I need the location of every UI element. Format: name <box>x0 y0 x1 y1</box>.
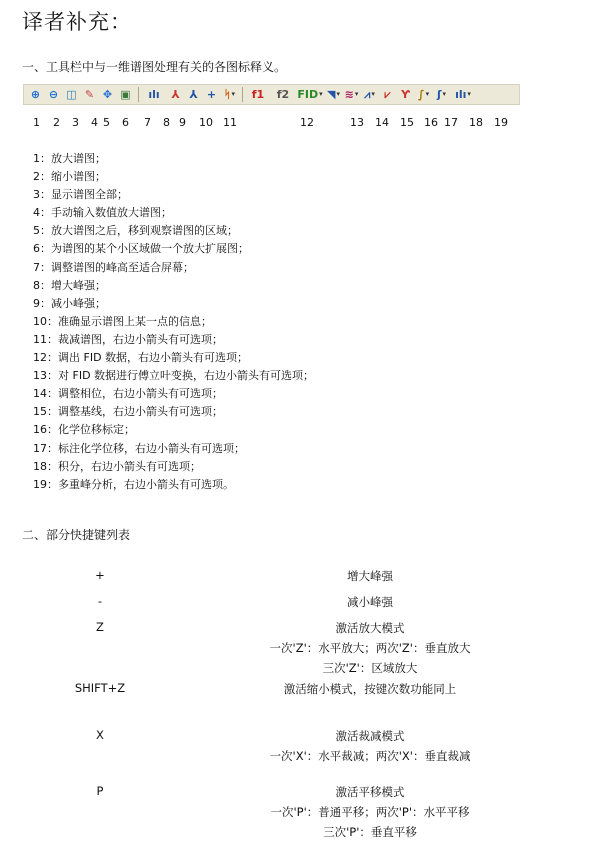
section-1-heading: 一、工具栏中与一维谱图处理有关的各图标释义。 <box>22 60 287 74</box>
list-item: 13：对 FID 数据进行傅立叶变换，右边小箭头有可选项； <box>33 369 315 383</box>
shortcut-description: 激活放大模式 <box>335 621 405 635</box>
list-item: 6：为谱图的某个小区域做一个放大扩展图； <box>33 242 249 256</box>
phase-icon[interactable]: ◥ ▾ <box>327 88 340 101</box>
list-item: 19：多重峰分析，右边小箭头有可选项。 <box>33 477 234 491</box>
toolbar-number-label: 7 <box>144 116 151 129</box>
toolbar-separator <box>242 87 243 102</box>
toolbar-number-label: 4 <box>91 116 98 129</box>
icon-description-list <box>33 150 314 494</box>
list-item: 2：缩小谱图； <box>33 170 106 184</box>
list-item: 16：化学位移标定； <box>33 423 135 437</box>
shortcut-detail: 一次'X'：水平裁减；两次'X'：垂直裁减 <box>269 749 471 763</box>
shortcut-key: - <box>97 594 103 608</box>
shortcut-detail: 三次'P'：垂直平移 <box>323 825 417 839</box>
section-2-heading: 二、部分快捷键列表 <box>22 528 131 542</box>
fid-f2-icon[interactable]: f2 <box>276 88 290 101</box>
toolbar-number-label: 18 <box>469 116 483 129</box>
toolbar-number-label: 17 <box>444 116 458 129</box>
dropdown-arrow-icon[interactable]: ▾ <box>467 90 471 98</box>
peak-pick-icon[interactable]: ⩗ <box>384 88 391 101</box>
shortcut-description: 增大峰强 <box>347 569 393 583</box>
list-item: 10：准确显示谱图上某一点的信息； <box>33 314 212 328</box>
shortcut-detail: 三次'Z'：区域放大 <box>322 661 418 675</box>
pan-icon[interactable]: ✥ <box>102 88 113 101</box>
integration-icon[interactable]: ʃ ▾ <box>436 88 447 101</box>
toolbar-number-label: 10 <box>199 116 213 129</box>
list-item: 1：放大谱图； <box>33 152 106 165</box>
dropdown-arrow-icon[interactable]: ▾ <box>442 90 447 98</box>
toolbar-separator <box>138 87 139 102</box>
dropdown-arrow-icon[interactable]: ▾ <box>336 90 340 98</box>
manual-zoom-icon[interactable]: ✎ <box>84 88 95 101</box>
zoom-out-icon[interactable]: ⊖ <box>48 88 59 101</box>
toolbar-number-row <box>0 116 596 130</box>
fft-icon[interactable]: FID ▾ <box>297 88 323 101</box>
shortcut-description: 激活缩小模式，按键次数功能同上 <box>283 682 457 696</box>
toolbar-number-label: 16 <box>424 116 438 129</box>
shortcut-key: + <box>95 568 105 582</box>
toolbar-number-label: 9 <box>179 116 186 129</box>
list-item: 5：放大谱图之后，移到观察谱图的区域； <box>33 224 238 238</box>
peak-label-icon[interactable]: Ƴ <box>401 88 410 101</box>
expansion-icon[interactable]: ▣ <box>120 88 131 101</box>
multiplet-icon[interactable]: ılı ▾ <box>455 88 471 101</box>
toolbar-number-label: 3 <box>72 116 79 129</box>
list-item: 4：手动输入数值放大谱图； <box>33 206 172 220</box>
toolbar-number-label: 2 <box>53 116 60 129</box>
toolbar-number-label: 8 <box>163 116 170 129</box>
increase-peak-icon[interactable]: ⅄ <box>171 88 180 101</box>
chemical-shift-ref-icon[interactable]: ⩘ ▾ <box>364 88 375 101</box>
toolbar-number-label: 14 <box>375 116 389 129</box>
crosshair-icon[interactable]: + <box>206 88 217 101</box>
list-item: 17：标注化学位移，右边小箭头有可选项； <box>33 441 245 455</box>
fid-f1-icon[interactable]: f1 <box>251 88 265 101</box>
page-title: 译者补充： <box>22 10 132 34</box>
list-item: 14：调整相位，右边小箭头有可选项； <box>33 387 223 401</box>
shortcut-key: SHIFT+Z <box>74 681 126 695</box>
shortcut-detail: 一次'Z'：水平放大；两次'Z'：垂直放大 <box>269 641 471 655</box>
dropdown-arrow-icon[interactable]: ▾ <box>354 90 359 98</box>
toolbar-number-label: 12 <box>300 116 314 129</box>
shortcut-key: P <box>96 784 104 798</box>
list-item: 8：增大峰强； <box>33 278 106 292</box>
list-item: 18：积分，右边小箭头有可选项； <box>33 459 201 473</box>
dropdown-arrow-icon[interactable]: ▾ <box>319 90 323 98</box>
dropdown-arrow-icon[interactable]: ▾ <box>371 90 375 98</box>
list-item: 9：减小峰强； <box>33 296 106 310</box>
baseline-icon[interactable]: ≋ ▾ <box>344 88 359 101</box>
cut-spectrum-icon[interactable]: ᛋ ▾ <box>223 88 236 101</box>
toolbar-number-label: 15 <box>400 116 414 129</box>
shortcut-description: 减小峰强 <box>347 595 393 609</box>
list-item: 12：调出 FID 数据，右边小箭头有可选项； <box>33 351 249 365</box>
shortcut-detail: 一次'P'：普通平移；两次'P'：水平平移 <box>270 805 470 819</box>
shortcut-description: 激活裁减模式 <box>335 729 405 743</box>
toolbar-number-label: 6 <box>122 116 129 129</box>
toolbar-number-label: 1 <box>33 116 40 129</box>
shortcut-description: 激活平移模式 <box>335 785 405 799</box>
list-item: 7：调整谱图的峰高至适合屏幕； <box>33 260 194 274</box>
dropdown-arrow-icon[interactable]: ▾ <box>231 90 236 98</box>
shortcut-key: X <box>96 728 104 742</box>
list-item: 15：调整基线，右边小箭头有可选项； <box>33 405 223 419</box>
toolbar-number-label: 19 <box>494 116 508 129</box>
dropdown-arrow-icon[interactable]: ▾ <box>425 90 430 98</box>
show-all-icon[interactable]: ◫ <box>66 88 77 101</box>
shortcut-key: Z <box>96 620 104 634</box>
zoom-in-icon[interactable]: ⊕ <box>30 88 41 101</box>
toolbar-number-label: 5 <box>103 116 110 129</box>
fit-height-icon[interactable]: ılı <box>148 88 160 101</box>
toolbar-number-label: 11 <box>223 116 237 129</box>
decrease-peak-icon[interactable]: ⅄ <box>189 88 198 101</box>
list-item: 11：裁减谱图，右边小箭头有可选项； <box>33 332 223 346</box>
toolbar <box>23 84 520 105</box>
toolbar-number-label: 13 <box>350 116 364 129</box>
list-item: 3：显示谱图全部； <box>33 188 128 202</box>
integral-icon[interactable]: ∫ ▾ <box>417 88 430 101</box>
